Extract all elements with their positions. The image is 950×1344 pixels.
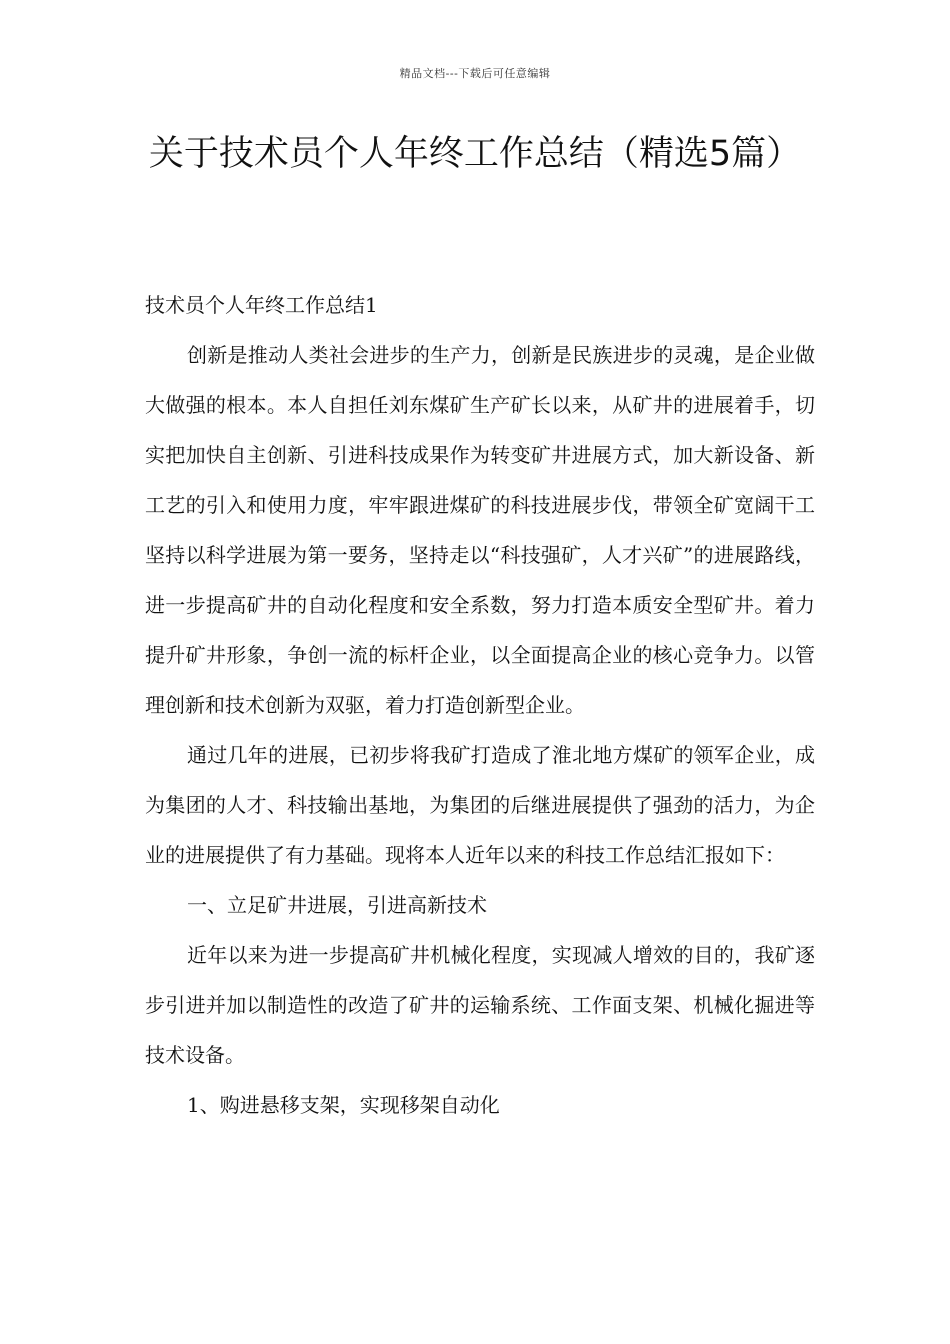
document-title: 关于技术员个人年终工作总结（精选5篇） <box>148 134 802 174</box>
paragraph-2: 通过几年的进展，已初步将我矿打造成了淮北地方煤矿的领军企业，成为集团的人才、科技输出基地，为集团的后继进展提供了强劲的活力，为企业的进展提供了有力基础。现将本人近年以来的科技工作总结汇报如下： <box>145 743 815 867</box>
list-item-1: 1、购进悬移支架，实现移架自动化 <box>187 1093 500 1117</box>
paragraph-1: 创新是推动人类社会进步的生产力，创新是民族进步的灵魂，是企业做大做强的根本。本人自担任刘东煤矿生产矿长以来，从矿井的进展着手，切实把加快自主创新、引进科技成果作为转变矿井进展方式，加大新设备、新工艺的引入和使用力度，牢牢跟进煤矿的科技进展步伐，带领全矿宽阔干工坚持以科学进展为第一要务，坚持走以“科技强矿，人才兴矿”的进展路线，进一步提高矿井的自动化程度和安全系数，努力打造本质安全型矿井。着力提升矿井形象，争创一流的标杆企业，以全面提高企业的核心竞争力。以管理创新和技术创新为双驱，着力打造创新型企业。 <box>145 343 815 717</box>
header-note: 精品文档---下载后可任意编辑 <box>399 67 551 80</box>
paragraph-3: 近年以来为进一步提高矿井机械化程度，实现减人增效的目的，我矿逐步引进并加以制造性的改造了矿井的运输系统、工作面支架、机械化掘进等技术设备。 <box>145 943 815 1067</box>
document-body <box>145 280 815 1130</box>
section-heading: 技术员个人年终工作总结1 <box>145 293 378 317</box>
subheading-1: 一、立足矿井进展，引进高新技术 <box>187 893 487 917</box>
